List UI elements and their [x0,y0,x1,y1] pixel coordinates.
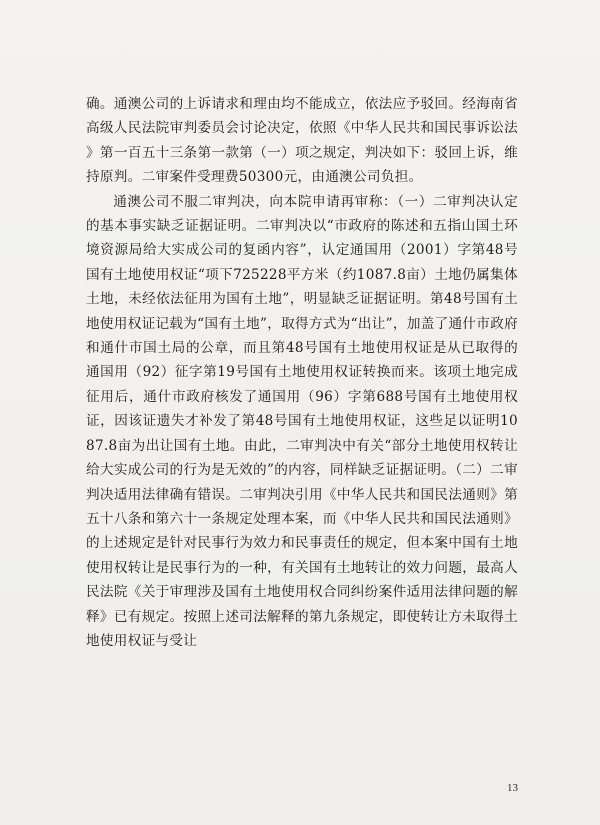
page-body [86,92,518,653]
paragraph-retrial-application: 通澳公司不服二审判决，向本院申请再审称：（一）二审判决认定的基本事实缺乏证据证明。二审判决以“市政府的陈述和五指山国土环境资源局给大实成公司的复函内容”，认定通国用（2001）字第48号国有土地使用权证“项下725228平方米（约1087.8亩）土地仍属集体土地，未经依法征用为国有土地”，明显缺乏证据证明。第48号国有土地使用权证记载为“国有土地”，取得方式为“出让”，加盖了通什市政府和通什市国土局的公章，而且第48号国有土地使用权证是从已取得的通国用（92）征字第19号国有土地使用权证转换而来。该项土地完成征用后，通什市政府核发了通国用（96）字第688号国有土地使用权证，因该证遗失才补发了第48号国有土地使用权证，这些足以证明1087.8亩为出让国有土地。由此，二审判决中有关“部分土地使用权转让给大实成公司的行为是无效的”的内容，同样缺乏证据证明。（二）二审判决适用法律确有错误。二审判决引用《中华人民共和国民法通则》第五十八条和第六十一条规定处理本案，而《中华人民共和国民法通则》的上述规定是针对民事行为效力和民事责任的规定，但本案中国有土地使用权转让是民事行为的一种，有关国有土地转让的效力问题，最高人民法院《关于审理涉及国有土地使用权合同纠纷案件适用法律问题的解释》已有规定。按照上述司法解释的第九条规定，即使转让方未取得土地使用权证与受让 [86,193,518,649]
paragraph-judgment-conclusion: 确。通澳公司的上诉请求和理由均不能成立，依法应予驳回。经海南省高级人民法院审判委员会讨论决定，依照《中华人民共和国民事诉讼法》第一百五十三条第一款第（一）项之规定，判决如下：驳回上诉，维持原判。二审案件受理费50300元，由通澳公司负担。 [86,96,518,186]
page-number: 13 [507,782,518,794]
